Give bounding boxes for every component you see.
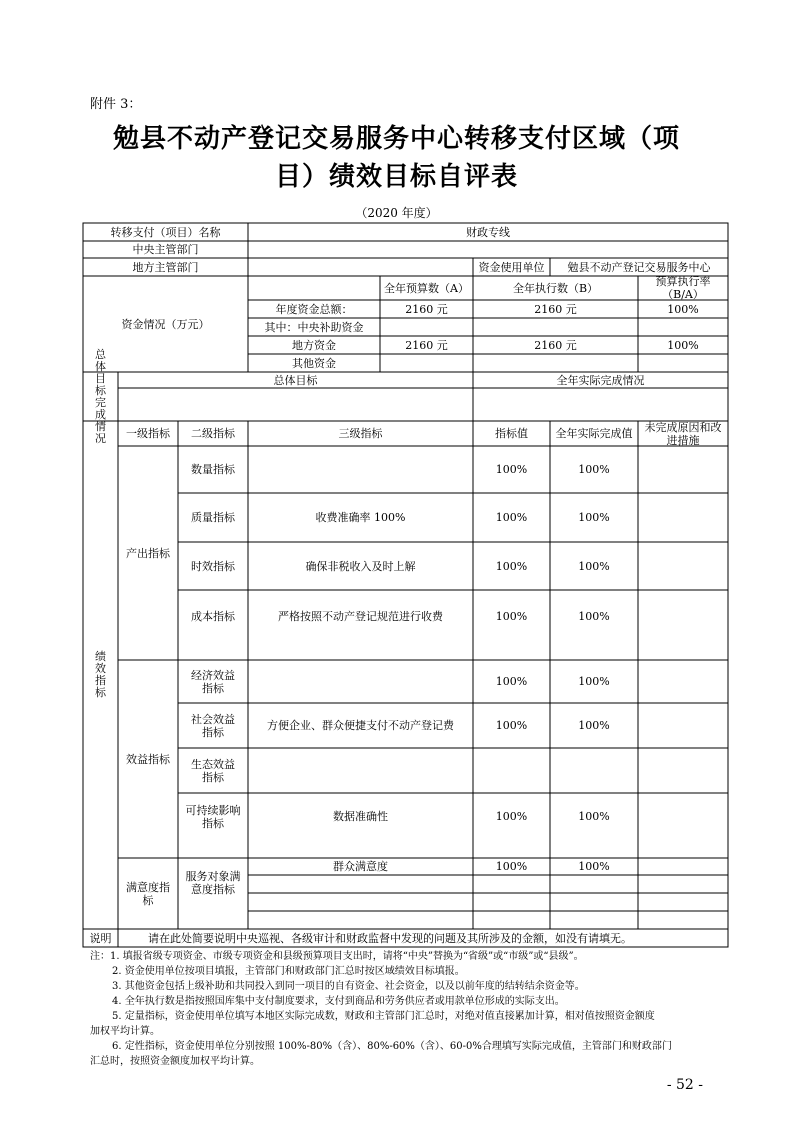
funds-row-rate: 100% xyxy=(667,338,699,352)
overall-col-actual: 全年实际完成情况 xyxy=(556,373,645,387)
fund-unit-value: 勉县不动产登记交易服务中心 xyxy=(567,260,711,274)
funds-row-label: 其他资金 xyxy=(292,356,336,370)
funds-row-rate: 100% xyxy=(667,302,699,316)
output-l2: 质量指标 xyxy=(191,511,235,524)
satisfaction-l2: 服务对象满意度指标 xyxy=(185,870,241,896)
funds-row-budget xyxy=(380,318,473,336)
funds-col-exec: 全年执行数（B） xyxy=(512,281,599,295)
header-target-value: 指标值 xyxy=(495,427,528,440)
footnote-line: 加权平均计算。 xyxy=(90,1026,160,1037)
funds-row-exec: 2160 元 xyxy=(534,338,577,352)
benefit-l2: 经济效益指标 xyxy=(191,668,235,695)
title-line-2: 目）绩效目标自评表 xyxy=(274,162,518,192)
output-actual: 100% xyxy=(578,559,610,573)
funds-row-label: 地方资金 xyxy=(292,338,336,352)
page-number: - 52 - xyxy=(666,1077,703,1093)
header-reason: 未完成原因和改进措施 xyxy=(644,420,722,447)
funds-row-label: 年度资金总额： xyxy=(275,302,353,316)
benefit-value xyxy=(473,748,550,793)
output-indicator-label: 产出指标 xyxy=(126,546,170,560)
funds-row-budget: 2160 元 xyxy=(405,338,448,352)
title-line-1: 勉县不动产登记交易服务中心转移支付区域（项 xyxy=(112,124,680,154)
output-l3: 确保非税收入及时上解 xyxy=(305,559,416,573)
attachment-label: 附件 3： xyxy=(90,97,142,112)
local-dept-label: 地方主管部门 xyxy=(132,260,199,274)
benefit-l3 xyxy=(248,660,473,703)
benefit-l2: 社会效益指标 xyxy=(191,712,235,739)
output-actual: 100% xyxy=(578,609,610,623)
output-value: 100% xyxy=(495,559,528,573)
overall-section-label: 总体目标完成情况 xyxy=(95,347,106,445)
output-l2: 成本指标 xyxy=(191,609,235,623)
output-value: 100% xyxy=(495,609,528,623)
footnote-line: 5. 定量指标，资金使用单位填写本地区实际完成数，财政和主管部门汇总时，对绝对值直接累加计算，相对值按照资金额度 xyxy=(112,1011,655,1022)
central-dept-value xyxy=(248,241,728,258)
central-dept-label: 中央主管部门 xyxy=(132,243,199,256)
funds-row-rate xyxy=(638,318,728,336)
benefit-l3: 数据准确性 xyxy=(333,810,388,823)
output-actual: 100% xyxy=(578,511,610,524)
output-value: 100% xyxy=(495,511,528,524)
header-level3: 三级指标 xyxy=(338,427,383,440)
project-name-label: 转移支付（项目）名称 xyxy=(110,225,221,239)
benefit-l3 xyxy=(248,748,473,793)
funds-row-label: 其中：中央补助资金 xyxy=(264,320,364,334)
year-label: （2020 年度） xyxy=(355,206,438,220)
funds-row-rate xyxy=(638,354,728,372)
benefit-actual xyxy=(550,748,638,793)
benefit-actual: 100% xyxy=(578,675,610,688)
funds-col-rate: 预算执行率（B/A） xyxy=(655,275,711,301)
funds-row-budget xyxy=(380,354,473,372)
benefit-actual: 100% xyxy=(578,810,610,823)
footnote-line: 注：1. 填报省级专项资金、市级专项资金和县级预算项目支出时，请将“中央”替换为“省级”或“市级”或“县级”。 xyxy=(90,951,584,962)
output-l2: 时效指标 xyxy=(191,559,235,573)
funds-col-budget: 全年预算数（A） xyxy=(384,281,469,295)
fund-unit-label: 资金使用单位 xyxy=(478,260,545,274)
satisfaction-l3: 群众满意度 xyxy=(333,860,388,873)
remark-text: 请在此处简要说明中央巡视、各级审计和财政监督中发现的问题及其所涉及的金额，如没有请填无。 xyxy=(148,931,632,945)
benefit-indicator-label: 效益指标 xyxy=(126,752,170,766)
satisfaction-actual: 100% xyxy=(578,860,610,873)
header-level2: 二级指标 xyxy=(191,427,235,440)
output-actual: 100% xyxy=(578,463,610,476)
project-name-value: 财政专线 xyxy=(466,225,510,239)
benefit-actual: 100% xyxy=(578,719,610,732)
footnote-line: 4. 全年执行数是指按照国库集中支付制度要求，支付到商品和劳务供应者或用款单位形成的实际支出。 xyxy=(112,996,565,1007)
footnote-line: 6. 定性指标，资金使用单位分别按照 100%-80%（含）、80%-60%（含）、60-0%合理填写实际完成值，主管部门和财政部门 xyxy=(112,1041,672,1052)
funds-row-exec xyxy=(473,318,638,336)
overall-actual-value xyxy=(473,388,728,421)
footnote-line: 2. 资金使用单位按项目填报，主管部门和财政部门汇总时按区域绩效目标填报。 xyxy=(112,966,465,977)
header-actual-value: 全年实际完成值 xyxy=(555,427,633,440)
output-l3: 收费准确率 100% xyxy=(315,511,406,524)
output-value: 100% xyxy=(495,463,528,476)
benefit-l2: 可持续影响指标 xyxy=(185,803,241,830)
benefit-value: 100% xyxy=(495,810,528,823)
benefit-l2: 生态效益指标 xyxy=(191,757,235,784)
output-l3: 严格按照不动产登记规范进行收费 xyxy=(278,609,443,623)
funds-section-label: 资金情况（万元） xyxy=(121,317,210,331)
overall-col-target: 总体目标 xyxy=(273,373,318,387)
benefit-l3: 方便企业、群众便捷支付不动产登记费 xyxy=(267,719,454,732)
remark-label: 说明 xyxy=(89,931,112,945)
output-l3 xyxy=(248,446,473,493)
funds-row-exec xyxy=(473,354,638,372)
funds-row-budget: 2160 元 xyxy=(405,302,448,316)
funds-row-exec: 2160 元 xyxy=(534,302,577,316)
benefit-value: 100% xyxy=(495,675,528,688)
overall-target-value xyxy=(118,388,473,421)
footnotes xyxy=(90,949,730,1069)
header-level1: 一级指标 xyxy=(126,427,170,440)
local-dept-value xyxy=(248,258,473,276)
satisfaction-indicator-label: 满意度指标 xyxy=(126,880,170,907)
satisfaction-value: 100% xyxy=(495,860,528,873)
performance-section-label: 绩效指标 xyxy=(95,650,106,699)
footnote-line: 3. 其他资金包括上级补助和共同投入到同一项目的自有资金、社会资金，以及以前年度的结转结余资金等。 xyxy=(112,981,585,992)
benefit-value: 100% xyxy=(495,719,528,732)
footnote-line: 汇总时，按照资金额度加权平均计算。 xyxy=(90,1056,260,1067)
output-l2: 数量指标 xyxy=(191,463,235,476)
